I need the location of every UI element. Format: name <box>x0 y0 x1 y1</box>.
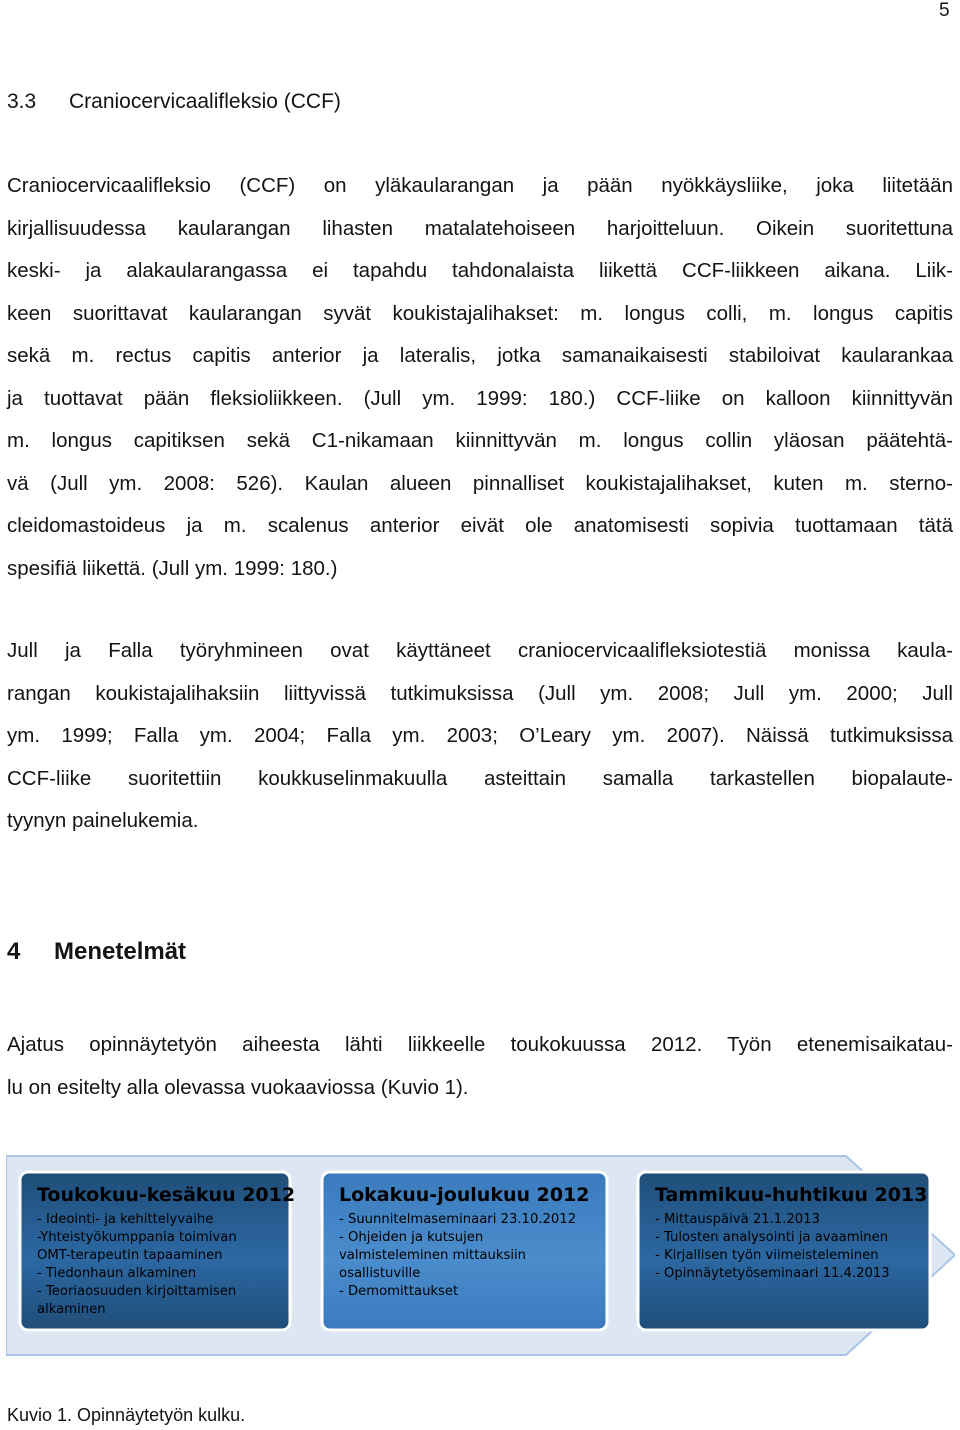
flow-box-item: - Mittauspäivä 21.1.2013 <box>655 1212 820 1227</box>
flow-box-title: Tammikuu-huhtikuu 2013 <box>655 1184 928 1206</box>
paragraph-line: tyynyn painelukemia. <box>7 809 199 832</box>
section-title: Menetelmät <box>54 938 187 965</box>
figure-caption: Kuvio 1. Opinnäytetyön kulku. <box>7 1405 246 1425</box>
flow-box-item: - Tulosten analysointi ja avaaminen <box>655 1230 889 1245</box>
section-number: 4 <box>7 938 21 965</box>
paragraph-line: Jull ja Falla työryhmineen ovat käyttäneet craniocervicaalifleksiotestiä monissa kaula- <box>7 639 953 662</box>
section-title: Craniocervicaalifleksio (CCF) <box>69 90 341 113</box>
flow-box-item: - Opinnäytetyöseminaari 11.4.2013 <box>655 1266 890 1281</box>
paragraph-line: CCF-liike suoritettiin koukkuselinmakuulla asteittain samalla tarkastellen biopalaute- <box>7 766 953 790</box>
flow-box-2 <box>322 1172 607 1330</box>
paragraph-line: keski- ja alakaularangassa ei tapahdu tahdonalaista liikettä CCF-liikkeen aikana. Liik- <box>7 259 953 282</box>
paragraph-line: Ajatus opinnäytetyön aiheesta lähti liikkeelle toukokuussa 2012. Työn etenemisaikatau- <box>7 1033 953 1056</box>
flow-box-title: Lokakuu-joulukuu 2012 <box>339 1184 590 1206</box>
flow-box-1 <box>20 1172 295 1330</box>
flow-box-item: - Ideointi- ja kehittelyvaihe <box>37 1212 214 1227</box>
paragraph-line: kirjallisuudessa kaularangan lihasten matalatehoiseen harjoitteluun. Oikein suoritettuna <box>7 216 953 240</box>
flow-box-item: - Suunnitelmaseminaari 23.10.2012 <box>339 1212 577 1227</box>
paragraph-line: sekä m. rectus capitis anterior ja lateralis, jotka samanaikaisesti stabiloivat kaularankaa <box>7 344 953 367</box>
paragraph-ccf <box>7 165 953 590</box>
paragraph-line: keen suorittavat kaularangan syvät koukistajalihakset: m. longus colli, m. longus capitis <box>7 301 953 325</box>
paragraph-jull-falla <box>7 630 953 843</box>
flow-box-item: -Yhteistyökumppania toimivan <box>37 1230 237 1245</box>
paragraph-line: spesifiä liikettä. (Jull ym. 1999: 180.) <box>7 556 338 580</box>
paragraph-line: rangan koukistajalihaksiin liittyvissä tutkimuksissa (Jull ym. 2008; Jull ym. 2000; Jull <box>7 681 953 705</box>
page-number: 5 <box>939 0 950 21</box>
paragraph-line: vä (Jull ym. 2008: 526). Kaulan alueen pinnalliset koukistajalihakset, kuten m. sterno- <box>7 471 953 495</box>
flow-box-item: valmisteleminen mittauksiin <box>339 1248 527 1263</box>
flow-box-item: - Ohjeiden ja kutsujen <box>339 1230 484 1245</box>
flow-box-item: osallistuville <box>339 1266 421 1281</box>
flow-box-item: - Teoriaosuuden kirjoittamisen <box>37 1284 237 1299</box>
flow-box-item: alkaminen <box>37 1302 106 1317</box>
flow-box-item: - Kirjallisen työn viimeisteleminen <box>655 1248 879 1263</box>
flow-box-item: - Demomittaukset <box>339 1284 459 1299</box>
section-heading-3-3 <box>7 90 341 114</box>
paragraph-line: lu on esitelty alla olevassa vuokaaviossa (Kuvio 1). <box>7 1075 469 1099</box>
paragraph-line: ja tuottavat pään fleksioliikkeen. (Jull ym. 1999: 180.) CCF-liike on kalloon kiinnittyvän <box>7 386 953 410</box>
paragraph-line: Craniocervicaalifleksio (CCF) on yläkaularangan ja pään nyökkäysliike, joka liitetään <box>7 174 953 197</box>
section-heading-4 <box>7 938 186 966</box>
flow-box-title: Toukokuu-kesäkuu 2012 <box>37 1184 296 1206</box>
paragraph-methods <box>7 1024 953 1109</box>
flowchart <box>6 1152 955 1359</box>
flow-box-item: OMT-terapeutin tapaaminen <box>37 1248 223 1263</box>
paragraph-line: ym. 1999; Falla ym. 2004; Falla ym. 2003; O’Leary ym. 2007). Näissä tutkimuksissa <box>7 724 953 747</box>
flow-box-3 <box>638 1172 930 1330</box>
flow-box-item: - Tiedonhaun alkaminen <box>37 1266 197 1281</box>
paragraph-line: cleidomastoideus ja m. scalenus anterior eivät ole anatomisesti sopivia tuottamaan tätä <box>7 514 953 537</box>
paragraph-line: m. longus capitiksen sekä C1-nikamaan kiinnittyvän m. longus collin yläosan päätehtä- <box>7 429 953 452</box>
section-number: 3.3 <box>7 90 37 113</box>
